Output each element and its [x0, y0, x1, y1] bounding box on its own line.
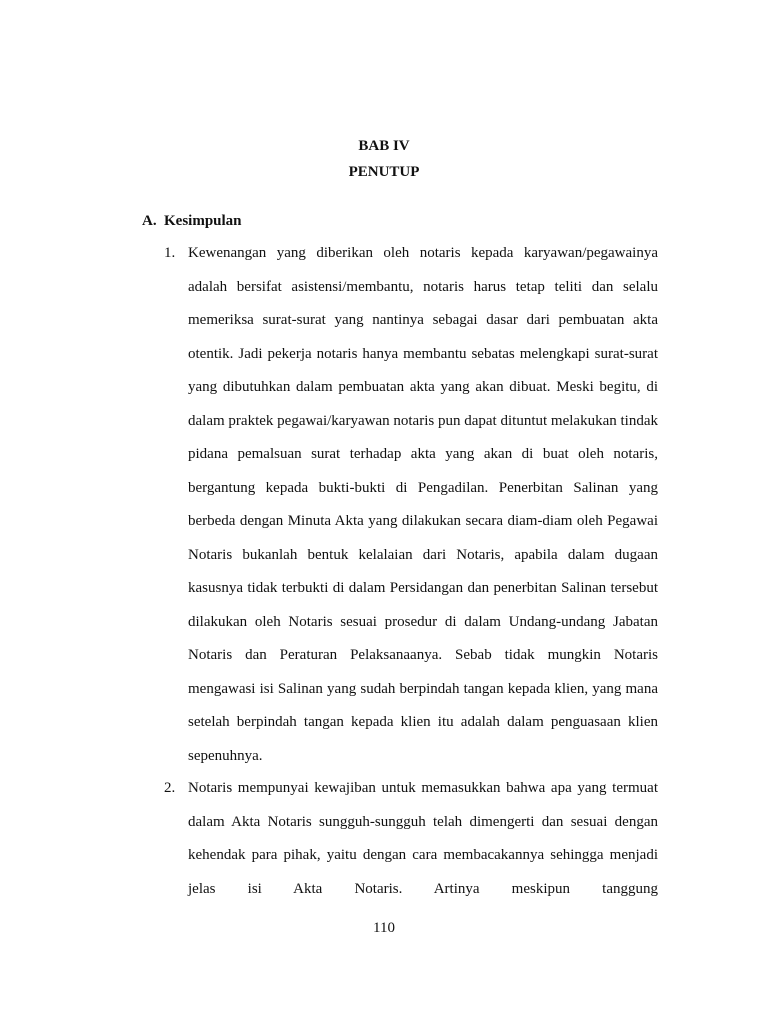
- section-letter: A.: [142, 213, 157, 229]
- chapter-title: PENUTUP: [348, 164, 420, 180]
- list-item: [164, 772, 658, 906]
- list-item-number: 2.: [164, 780, 176, 796]
- list-item-text: Kewenangan yang diberikan oleh notaris kepada karyawan/pegawainya adalah bersifat asistensi/membantu, notaris harus tetap teliti dan selalu memeriksa surat-surat yang nantinya sebagai dasar dari pembuatan akta otentik. Jadi pekerja notaris hanya membantu sebatas melengkapi surat-surat yang dibutuhkan dalam pembuatan akta yang akan dibuat. Meski begitu, di dalam praktek pegawai/karyawan notaris pun dapat dituntut melakukan tindak pidana pemalsuan surat terhadap akta yang akan di buat oleh notaris, bergantung kepada bukti-bukti di Pengadilan. Penerbitan Salinan yang berbeda dengan Minuta Akta yang dilakukan secara diam-diam oleh Pegawai Notaris bukanlah bentuk kelalaian dari Notaris, apabila dalam dugaan kasusnya tidak terbukti di dalam Persidangan dan penerbitan Salinan tersebut dilakukan oleh Notaris sesuai prosedur di dalam Undang-undang Jabatan Notaris dan Peraturan Pelaksanaanya. Sebab tidak mungkin Notaris mengawasi isi Salinan yang sudah berpindah tangan kepada klien, yang mana setelah berpindah tangan kepada klien itu adalah dalam penguasaan klien sepenuhnya.: [188, 245, 658, 764]
- page-number: 110: [373, 920, 395, 936]
- list-item-text: Notaris mempunyai kewajiban untuk memasukkan bahwa apa yang termuat dalam Akta Notaris sungguh-sungguh telah dimengerti dan sesuai dengan kehendak para pihak, yaitu dengan cara membacakannya sehingga menjadi jelas isi Akta Notaris. Artinya meskipun tanggung: [188, 780, 658, 897]
- list-item: [164, 237, 658, 773]
- chapter-number: BAB IV: [358, 138, 410, 154]
- section-heading: [142, 212, 242, 230]
- list-item-number: 1.: [164, 245, 176, 261]
- section-title: Kesimpulan: [164, 213, 242, 229]
